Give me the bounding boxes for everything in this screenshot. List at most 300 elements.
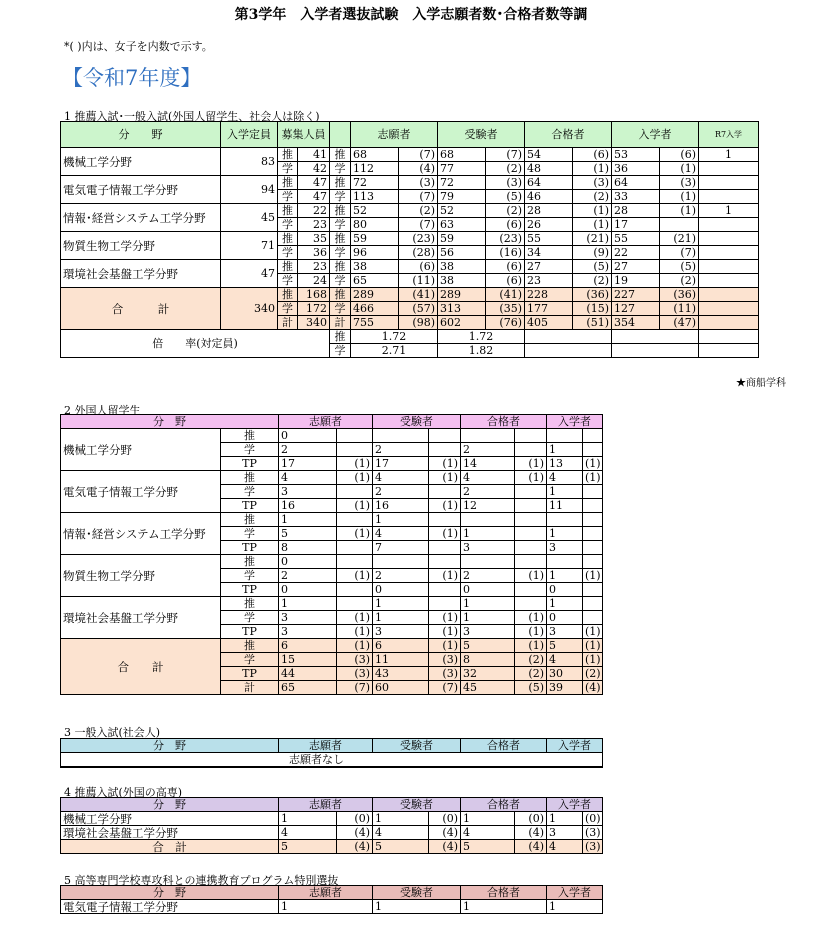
- field-name: 合 計: [61, 639, 221, 695]
- examinees-female: (1): [429, 611, 461, 625]
- examinees-value: 1: [373, 900, 461, 914]
- r7-value: [699, 260, 759, 274]
- examinees-value: 72: [438, 176, 486, 190]
- examinees-female: [429, 555, 461, 569]
- examinees-female: [429, 513, 461, 527]
- header-r7: R7入学: [699, 122, 759, 148]
- field-name: 電気電子情報工学分野: [61, 471, 221, 513]
- type-mark: 学: [330, 246, 351, 260]
- s3-header-examinees: 受験者: [373, 739, 461, 753]
- recruit-value: 41: [298, 148, 330, 162]
- enrolled-female: (7): [660, 246, 699, 260]
- field-name: 物質生物工学分野: [61, 555, 221, 597]
- r7-value: [699, 302, 759, 316]
- passed-female: (1): [515, 639, 547, 653]
- examinees-value: [373, 429, 429, 443]
- enrolled-female: (3): [583, 840, 603, 854]
- type-mark: 推: [278, 204, 298, 218]
- applicants-value: 72: [351, 176, 399, 190]
- applicants-female: (11): [399, 274, 438, 288]
- no-applicants-text: 志願者なし: [289, 752, 344, 766]
- passed-female: (21): [573, 232, 612, 246]
- table-cell: [525, 344, 612, 358]
- examinees-value: 5: [373, 840, 429, 854]
- type-mark: TP: [221, 457, 279, 471]
- enrolled-value: 3: [547, 541, 583, 555]
- applicants-female: (1): [337, 457, 373, 471]
- examinees-female: (1): [429, 639, 461, 653]
- header-applicants: 志願者: [279, 415, 373, 429]
- passed-female: (0): [515, 812, 547, 826]
- r7-value: [699, 162, 759, 176]
- enrolled-female: (47): [660, 316, 699, 330]
- enrolled-value: 39: [547, 681, 583, 695]
- s3-header-field: 分 野: [61, 739, 279, 753]
- applicants-value: 44: [279, 667, 337, 681]
- examinees-female: (1): [429, 457, 461, 471]
- passed-value: 14: [461, 457, 515, 471]
- passed-value: 45: [461, 681, 515, 695]
- type-mark: 学: [221, 485, 279, 499]
- type-mark: 学: [221, 653, 279, 667]
- examinees-value: [373, 555, 429, 569]
- female-note: *( )内は、女子を内数で示す。: [64, 40, 213, 53]
- enrolled-value: 4: [547, 471, 583, 485]
- field-name: 情報･経営システム工学分野: [61, 204, 221, 232]
- passed-value: 405: [525, 316, 573, 330]
- type-mark: 学: [330, 302, 351, 316]
- ratio-applicants: 1.72: [351, 330, 438, 344]
- r7-value: [699, 176, 759, 190]
- passed-value: 5: [461, 840, 515, 854]
- enrolled-female: (2): [583, 667, 603, 681]
- applicants-value: 466: [351, 302, 399, 316]
- enrolled-value: [547, 513, 583, 527]
- type-mark: 学: [278, 190, 298, 204]
- passed-value: [461, 555, 515, 569]
- ratio-label: 倍 率(対定員): [61, 330, 330, 358]
- header-passed: 合格者: [525, 122, 612, 148]
- type-mark: 推: [221, 639, 279, 653]
- applicants-value: 3: [279, 625, 337, 639]
- type-mark: 学: [221, 443, 279, 457]
- applicants-value: 113: [351, 190, 399, 204]
- enrolled-value: 36: [612, 162, 660, 176]
- passed-female: (4): [515, 840, 547, 854]
- type-mark: 学: [278, 302, 298, 316]
- examinees-value: 1: [373, 812, 429, 826]
- enrolled-value: 1: [547, 900, 603, 914]
- passed-female: [515, 499, 547, 513]
- header-passed: 合格者: [461, 886, 547, 900]
- type-mark: TP: [221, 667, 279, 681]
- enrolled-female: (36): [660, 288, 699, 302]
- type-mark: 学: [221, 569, 279, 583]
- enrolled-female: [583, 541, 603, 555]
- examinees-value: 1: [373, 611, 429, 625]
- examinees-value: 313: [438, 302, 486, 316]
- applicants-value: 0: [279, 583, 337, 597]
- examinees-value: 56: [438, 246, 486, 260]
- passed-value: 27: [525, 260, 573, 274]
- type-mark: 推: [221, 513, 279, 527]
- section5-title: 5 高等専門学校専攻科との連携教育プログラム特別選抜: [64, 874, 339, 887]
- examinees-value: 4: [373, 471, 429, 485]
- applicants-female: (28): [399, 246, 438, 260]
- enrolled-female: (1): [660, 204, 699, 218]
- enrolled-female: [660, 218, 699, 232]
- applicants-value: 755: [351, 316, 399, 330]
- recruit-value: 47: [298, 190, 330, 204]
- enrolled-value: 3: [547, 625, 583, 639]
- header-field: 分 野: [61, 886, 279, 900]
- passed-female: [515, 443, 547, 457]
- enrolled-value: 1: [547, 527, 583, 541]
- applicants-value: 3: [279, 611, 337, 625]
- passed-value: 228: [525, 288, 573, 302]
- examinees-female: (4): [429, 826, 461, 840]
- field-name: 環境社会基盤工学分野: [61, 260, 221, 288]
- enrolled-female: [583, 499, 603, 513]
- applicants-female: (1): [337, 499, 373, 513]
- merchant-ship-note: ★商船学科: [736, 378, 786, 389]
- passed-female: (15): [573, 302, 612, 316]
- applicants-value: 2: [279, 569, 337, 583]
- recruit-value: 35: [298, 232, 330, 246]
- recruit-value: 23: [298, 260, 330, 274]
- examinees-value: 1: [373, 513, 429, 527]
- passed-female: [515, 527, 547, 541]
- examinees-value: 38: [438, 274, 486, 288]
- examinees-value: 60: [373, 681, 429, 695]
- examinees-female: (6): [486, 260, 525, 274]
- passed-female: (51): [573, 316, 612, 330]
- type-mark: 学: [278, 218, 298, 232]
- enrolled-value: 28: [612, 204, 660, 218]
- examinees-female: (76): [486, 316, 525, 330]
- enrolled-female: [583, 443, 603, 457]
- applicants-value: 96: [351, 246, 399, 260]
- header-blank: [330, 122, 351, 148]
- enrolled-female: (1): [583, 569, 603, 583]
- capacity-value: 83: [221, 148, 278, 176]
- enrolled-value: 354: [612, 316, 660, 330]
- applicants-female: (57): [399, 302, 438, 316]
- examinees-female: (1): [429, 471, 461, 485]
- enrolled-value: 5: [547, 639, 583, 653]
- applicants-female: (1): [337, 625, 373, 639]
- examinees-female: (2): [486, 162, 525, 176]
- enrolled-female: [583, 513, 603, 527]
- examinees-female: (3): [486, 176, 525, 190]
- enrolled-female: (3): [660, 176, 699, 190]
- enrolled-value: [547, 429, 583, 443]
- passed-value: 55: [525, 232, 573, 246]
- type-mark: 学: [330, 190, 351, 204]
- examinees-value: 63: [438, 218, 486, 232]
- passed-female: [515, 513, 547, 527]
- r7-value: [699, 190, 759, 204]
- type-mark: 推: [278, 288, 298, 302]
- field-name: 機械工学分野: [61, 148, 221, 176]
- examinees-female: [429, 597, 461, 611]
- enrolled-value: 4: [547, 653, 583, 667]
- r7-value: 1: [699, 204, 759, 218]
- passed-value: 3: [461, 625, 515, 639]
- type-mark: 推: [221, 555, 279, 569]
- enrolled-female: (1): [583, 471, 603, 485]
- type-mark: 計: [278, 316, 298, 330]
- recruit-value: 22: [298, 204, 330, 218]
- table-cell: [699, 330, 759, 344]
- applicants-female: (7): [337, 681, 373, 695]
- enrolled-value: 1: [547, 812, 583, 826]
- applicants-female: (7): [399, 218, 438, 232]
- applicants-female: [337, 541, 373, 555]
- examinees-value: 602: [438, 316, 486, 330]
- passed-female: (3): [573, 176, 612, 190]
- applicants-female: [337, 485, 373, 499]
- field-name: 情報･経営システム工学分野: [61, 513, 221, 555]
- applicants-value: 17: [279, 457, 337, 471]
- passed-female: [515, 541, 547, 555]
- passed-female: (2): [573, 190, 612, 204]
- examinees-female: [429, 485, 461, 499]
- enrolled-value: 0: [547, 611, 583, 625]
- passed-female: (1): [573, 204, 612, 218]
- examinees-value: 2: [373, 485, 429, 499]
- header-recruit: 募集人員: [278, 122, 330, 148]
- applicants-value: 1: [279, 900, 373, 914]
- enrolled-female: (4): [583, 681, 603, 695]
- capacity-value: 94: [221, 176, 278, 204]
- type-mark: 学: [221, 527, 279, 541]
- applicants-female: (7): [399, 148, 438, 162]
- passed-value: 26: [525, 218, 573, 232]
- s3-header-passed: 合格者: [461, 739, 547, 753]
- passed-value: 23: [525, 274, 573, 288]
- examinees-female: (0): [429, 812, 461, 826]
- enrolled-female: [583, 527, 603, 541]
- applicants-female: (3): [337, 667, 373, 681]
- examinees-female: (7): [429, 681, 461, 695]
- type-mark: 推: [278, 260, 298, 274]
- enrolled-value: 22: [612, 246, 660, 260]
- header-examinees: 受験者: [373, 886, 461, 900]
- enrolled-female: (1): [583, 457, 603, 471]
- enrolled-value: 11: [547, 499, 583, 513]
- examinees-value: 1: [373, 597, 429, 611]
- passed-female: (2): [515, 667, 547, 681]
- examinees-value: 16: [373, 499, 429, 513]
- examinees-value: 17: [373, 457, 429, 471]
- applicants-value: 6: [279, 639, 337, 653]
- header-applicants: 志願者: [279, 798, 373, 812]
- applicants-female: (3): [399, 176, 438, 190]
- type-mark: 学: [221, 611, 279, 625]
- examinees-value: 52: [438, 204, 486, 218]
- r7-value: [699, 274, 759, 288]
- type-mark: 学: [330, 344, 351, 358]
- ratio-applicants: 2.71: [351, 344, 438, 358]
- capacity-value: 340: [221, 288, 278, 330]
- r7-value: [699, 316, 759, 330]
- examinees-female: (2): [486, 204, 525, 218]
- applicants-value: 65: [279, 681, 337, 695]
- passed-female: (2): [515, 653, 547, 667]
- applicants-value: 112: [351, 162, 399, 176]
- applicants-female: [337, 597, 373, 611]
- examinees-value: 7: [373, 541, 429, 555]
- type-mark: 学: [278, 162, 298, 176]
- passed-female: (9): [573, 246, 612, 260]
- enrolled-female: (0): [583, 812, 603, 826]
- examinees-female: (16): [486, 246, 525, 260]
- examinees-female: [429, 429, 461, 443]
- applicants-female: [337, 513, 373, 527]
- passed-value: 2: [461, 485, 515, 499]
- applicants-value: 52: [351, 204, 399, 218]
- examinees-female: (1): [429, 527, 461, 541]
- applicants-value: 4: [279, 826, 337, 840]
- type-mark: 推: [330, 148, 351, 162]
- passed-female: [515, 429, 547, 443]
- applicants-female: (7): [399, 190, 438, 204]
- examinees-value: 2: [373, 443, 429, 457]
- applicants-value: 38: [351, 260, 399, 274]
- passed-female: (1): [573, 162, 612, 176]
- passed-value: 5: [461, 639, 515, 653]
- applicants-value: 59: [351, 232, 399, 246]
- examinees-value: 77: [438, 162, 486, 176]
- field-name: 物質生物工学分野: [61, 232, 221, 260]
- passed-value: 8: [461, 653, 515, 667]
- recruit-value: 47: [298, 176, 330, 190]
- passed-value: 0: [461, 583, 515, 597]
- enrolled-value: 33: [612, 190, 660, 204]
- capacity-value: 47: [221, 260, 278, 288]
- applicants-value: 3: [279, 485, 337, 499]
- type-mark: TP: [221, 499, 279, 513]
- examinees-female: (6): [486, 218, 525, 232]
- section1-table: [60, 121, 759, 358]
- r7-value: [699, 232, 759, 246]
- recruit-value: 42: [298, 162, 330, 176]
- applicants-female: (6): [399, 260, 438, 274]
- type-mark: 学: [330, 218, 351, 232]
- applicants-value: 5: [279, 840, 337, 854]
- examinees-value: 6: [373, 639, 429, 653]
- recruit-value: 36: [298, 246, 330, 260]
- section3-title: 3 一般入試(社会人): [64, 726, 161, 739]
- section3-table: [60, 738, 603, 768]
- passed-value: 4: [461, 471, 515, 485]
- table-cell: [699, 344, 759, 358]
- passed-value: 12: [461, 499, 515, 513]
- applicants-value: 80: [351, 218, 399, 232]
- enrolled-value: 1: [547, 597, 583, 611]
- type-mark: 学: [330, 274, 351, 288]
- header-field: 分 野: [61, 122, 221, 148]
- header-applicants: 志願者: [279, 886, 373, 900]
- header-passed: 合格者: [461, 798, 547, 812]
- examinees-female: (23): [486, 232, 525, 246]
- passed-female: (5): [573, 260, 612, 274]
- header-examinees: 受験者: [373, 415, 461, 429]
- enrolled-value: 3: [547, 826, 583, 840]
- enrolled-value: 227: [612, 288, 660, 302]
- passed-female: [515, 597, 547, 611]
- applicants-value: 1: [279, 513, 337, 527]
- field-name: 電気電子情報工学分野: [61, 900, 279, 914]
- passed-value: 1: [461, 812, 515, 826]
- applicants-value: 65: [351, 274, 399, 288]
- enrolled-female: (3): [583, 826, 603, 840]
- examinees-female: (3): [429, 653, 461, 667]
- passed-value: 28: [525, 204, 573, 218]
- table-cell: [612, 344, 699, 358]
- header-passed: 合格者: [461, 415, 547, 429]
- passed-female: (1): [515, 471, 547, 485]
- s3-header-enrolled: 入学者: [547, 739, 603, 753]
- field-name: 環境社会基盤工学分野: [61, 826, 279, 840]
- enrolled-value: 1: [547, 443, 583, 457]
- type-mark: 推: [221, 429, 279, 443]
- enrolled-female: [583, 429, 603, 443]
- enrolled-value: 27: [612, 260, 660, 274]
- r7-value: [699, 288, 759, 302]
- enrolled-value: 127: [612, 302, 660, 316]
- examinees-value: 59: [438, 232, 486, 246]
- r7-value: 1: [699, 148, 759, 162]
- applicants-female: (4): [337, 826, 373, 840]
- applicants-female: (0): [337, 812, 373, 826]
- section2-title: 2 外国人留学生: [64, 404, 141, 417]
- r7-value: [699, 218, 759, 232]
- enrolled-female: [583, 555, 603, 569]
- type-mark: 推: [221, 471, 279, 485]
- examinees-female: (7): [486, 148, 525, 162]
- applicants-female: [337, 443, 373, 457]
- applicants-female: (1): [337, 569, 373, 583]
- enrolled-female: (1): [583, 653, 603, 667]
- examinees-female: (3): [429, 667, 461, 681]
- passed-value: 1: [461, 900, 547, 914]
- enrolled-value: 30: [547, 667, 583, 681]
- examinees-female: [429, 583, 461, 597]
- applicants-value: 8: [279, 541, 337, 555]
- type-mark: 推: [278, 232, 298, 246]
- applicants-female: (4): [337, 840, 373, 854]
- applicants-value: 1: [279, 597, 337, 611]
- passed-value: 2: [461, 569, 515, 583]
- applicants-female: (98): [399, 316, 438, 330]
- examinees-value: 38: [438, 260, 486, 274]
- examinees-female: (4): [429, 840, 461, 854]
- enrolled-value: 53: [612, 148, 660, 162]
- examinees-value: 2: [373, 569, 429, 583]
- examinees-female: (6): [486, 274, 525, 288]
- enrolled-value: 64: [612, 176, 660, 190]
- examinees-female: (1): [429, 569, 461, 583]
- enrolled-value: 19: [612, 274, 660, 288]
- header-enrolled: 入学者: [547, 798, 603, 812]
- type-mark: 推: [330, 260, 351, 274]
- type-mark: TP: [221, 625, 279, 639]
- table-cell: [612, 330, 699, 344]
- applicants-value: 0: [279, 429, 337, 443]
- enrolled-female: (1): [660, 162, 699, 176]
